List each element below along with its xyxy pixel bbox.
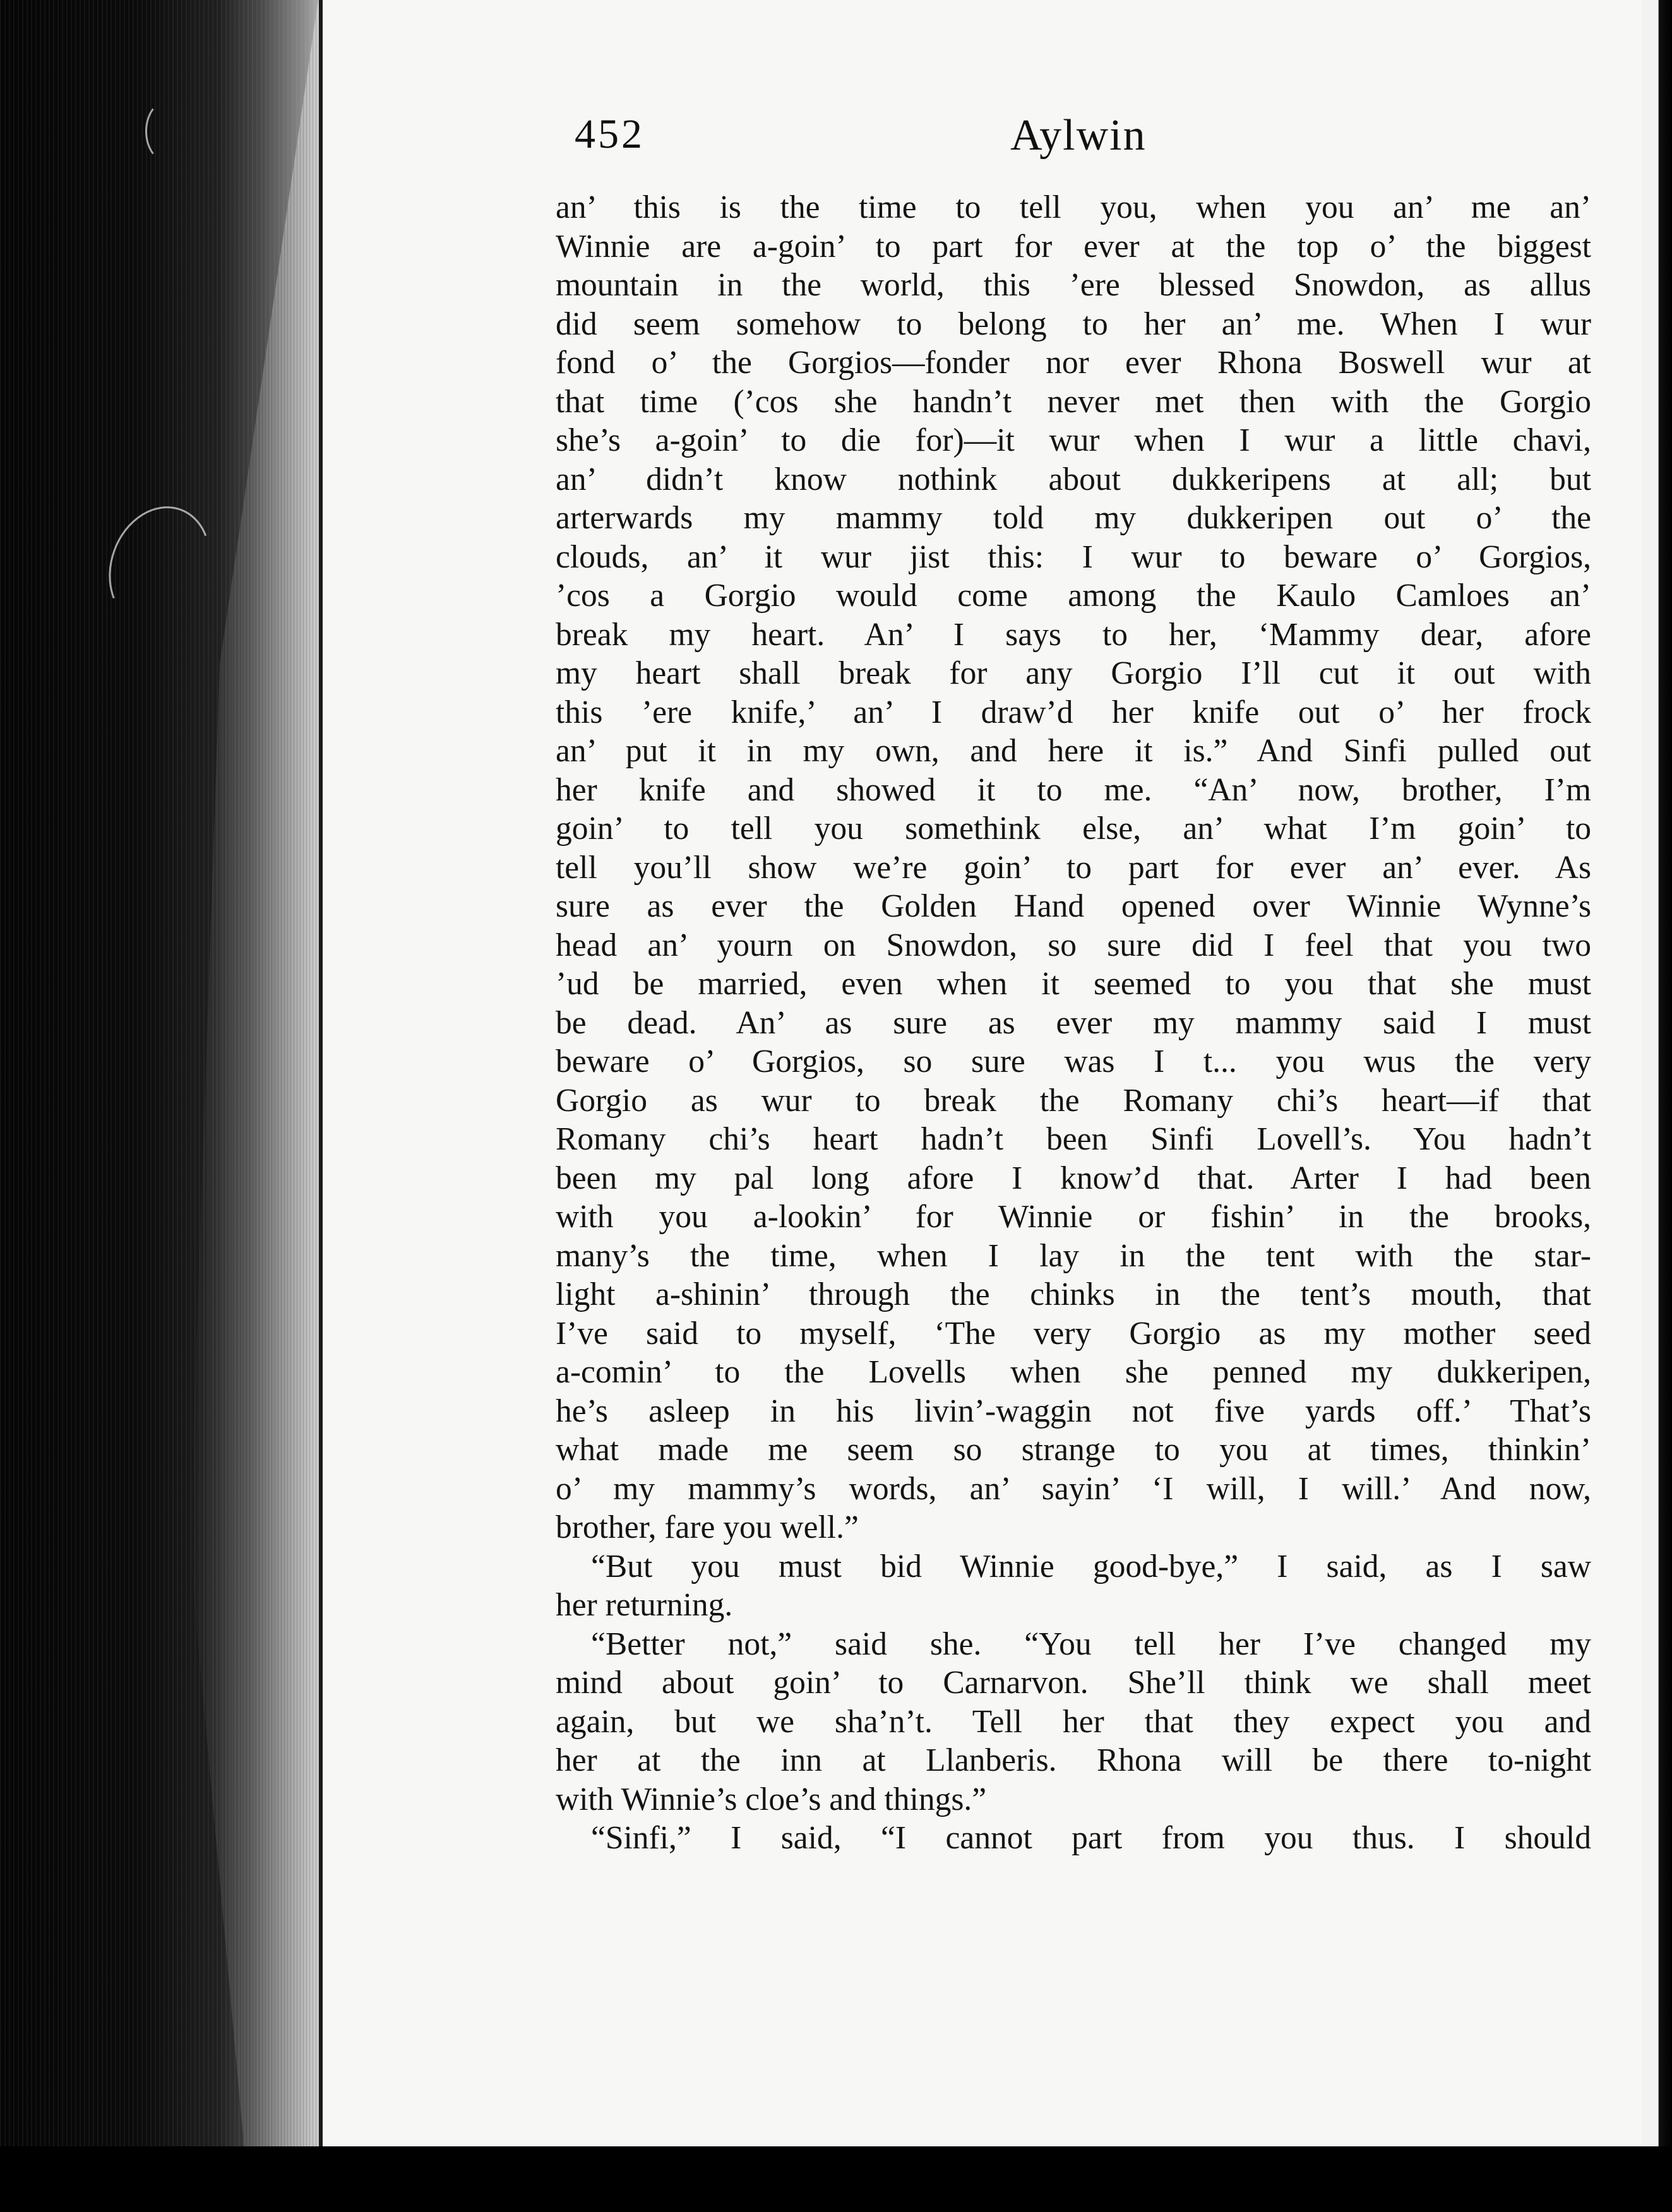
text-line: her at the inn at Llanberis. Rhona will be there to-night [556, 1742, 1591, 1778]
text-line: ’ud be married, even when it seemed to you that she must [556, 966, 1591, 1002]
text-line: be dead. An’ as sure as ever my mammy said I must [556, 1004, 1591, 1041]
text-line: mind about goin’ to Carnarvon. She’ll think we shall meet [556, 1665, 1591, 1701]
text-line: brother, fare you well.” [556, 1509, 859, 1545]
text-line: this ’ere knife,’ an’ I draw’d her knife out o’ her frock [556, 694, 1591, 730]
text-line: head an’ yourn on Snowdon, so sure did I feel that you two [556, 927, 1591, 963]
text-line: been my pal long afore I know’d that. Arter I had been [556, 1160, 1591, 1196]
text-line: did seem somehow to belong to her an’ me. When I wur [556, 306, 1591, 342]
text-line: an’ didn’t know nothink about dukkeripens at all; but [556, 461, 1591, 497]
text-line: goin’ to tell you somethink else, an’ what I’m goin’ to [556, 811, 1591, 847]
text-line: he’s asleep in his livin’-waggin not five yards off.’ That’s [556, 1393, 1591, 1429]
text-line: her returning. [556, 1587, 733, 1623]
text-line: arterwards my mammy told my dukkeripen out o’ the [556, 500, 1591, 536]
text-line: that time (’cos she handn’t never met then with the Gorgio [556, 383, 1591, 420]
text-line: ’cos a Gorgio would come among the Kaulo Camloes an’ [556, 578, 1591, 614]
text-line: with Winnie’s cloe’s and things.” [556, 1781, 987, 1817]
text-line: her knife and showed it to me. “An’ now, brother, I’m [556, 771, 1591, 808]
text-line: break my heart. An’ I says to her, ‘Mammy dear, afore [556, 616, 1591, 653]
text-line: clouds, an’ it wur jist this: I wur to beware o’ Gorgios, [556, 538, 1591, 575]
text-line: sure as ever the Golden Hand opened over Winnie Wynne’s [556, 888, 1591, 924]
text-line: my heart shall break for any Gorgio I’ll cut it out with [556, 655, 1591, 691]
paragraph-first-line: “Sinfi,” I said, “I cannot part from you thus. I should [591, 1820, 1591, 1856]
right-page-edge [1642, 0, 1672, 2212]
text-line: an’ this is the time to tell you, when you an’ me an’ [556, 189, 1591, 225]
text-line: Gorgio as wur to break the Romany chi’s heart—if that [556, 1082, 1591, 1119]
page-number: 452 [575, 111, 645, 157]
scratch-mark [145, 101, 187, 162]
text-line: tell you’ll show we’re goin’ to part for ever an’ ever. As [556, 849, 1591, 886]
body-text [556, 188, 1591, 1858]
text-line: fond o’ the Gorgios—fonder nor ever Rhona Boswell wur at [556, 345, 1591, 381]
text-line: an’ put it in my own, and here it is.” And Sinfi pulled out [556, 733, 1591, 769]
text-line: many’s the time, when I lay in the tent with the star- [556, 1237, 1591, 1274]
text-line: a-comin’ to the Lovells when she penned my dukkeripen, [556, 1354, 1591, 1390]
page-header [575, 110, 1585, 167]
text-line: she’s a-goin’ to die for)—it wur when I wur a little chavi, [556, 422, 1591, 458]
paragraph-first-line: “Better not,” said she. “You tell her I’ve changed my [591, 1626, 1591, 1662]
text-line: light a-shinin’ through the chinks in the tent’s mouth, that [556, 1276, 1591, 1312]
running-title: Aylwin [1010, 111, 1147, 160]
text-line: I’ve said to myself, ‘The very Gorgio as my mother seed [556, 1315, 1591, 1352]
text-line: mountain in the world, this ’ere blessed Snowdon, as allus [556, 267, 1591, 303]
text-line: Romany chi’s heart hadn’t been Sinfi Lovell’s. You hadn’t [556, 1121, 1591, 1157]
text-line: o’ my mammy’s words, an’ sayin’ ‘I will, I will.’ And now, [556, 1470, 1591, 1507]
text-line: with you a-lookin’ for Winnie or fishin’ in the brooks, [556, 1199, 1591, 1235]
text-line: Winnie are a-goin’ to part for ever at the top o’ the biggest [556, 228, 1591, 265]
text-line: beware o’ Gorgios, so sure was I t... you wus the very [556, 1044, 1591, 1079]
text-line: what made me seem so strange to you at times, thinkin’ [556, 1432, 1591, 1468]
text-line: again, but we sha’n’t. Tell her that they expect you and [556, 1703, 1591, 1740]
paragraph-first-line: “But you must bid Winnie good-bye,” I said, as I saw [591, 1548, 1591, 1585]
bottom-dark-strip [0, 2146, 1672, 2212]
